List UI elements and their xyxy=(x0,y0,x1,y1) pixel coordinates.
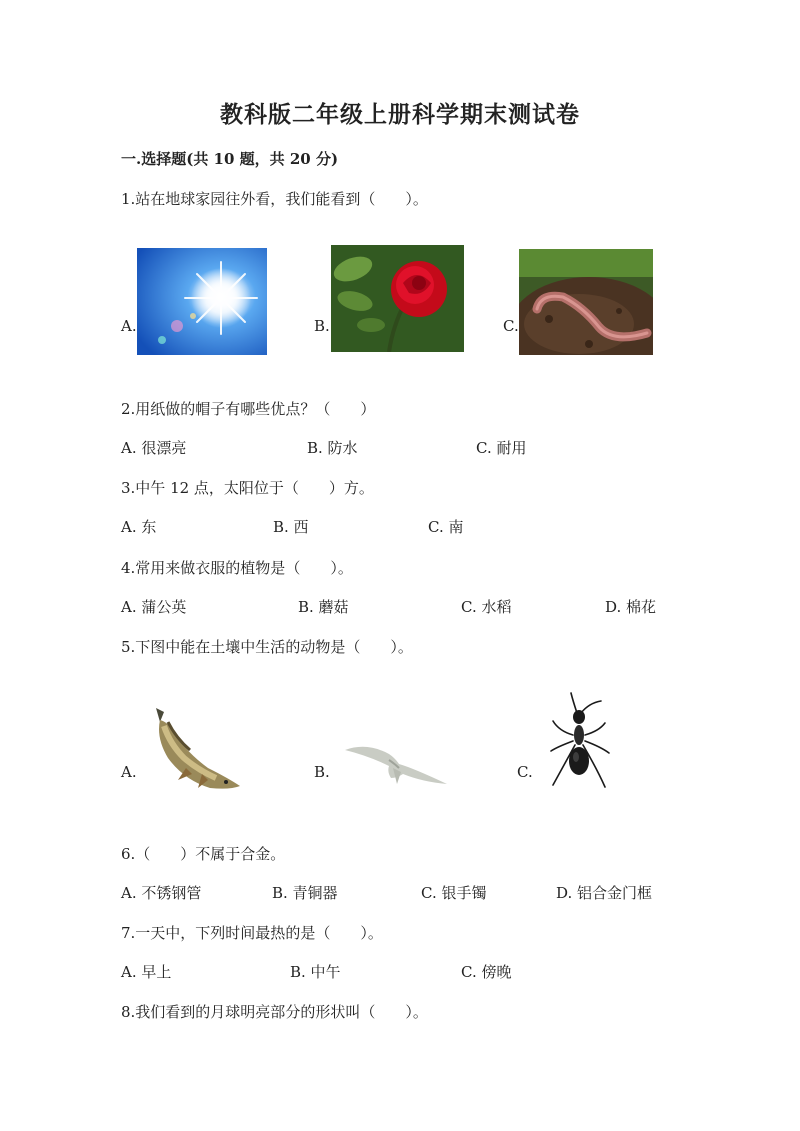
q4-option-b[interactable]: B. 蘑菇 xyxy=(298,598,349,616)
q2-option-b[interactable]: B. 防水 xyxy=(307,439,358,457)
q3-option-a[interactable]: A. 东 xyxy=(121,518,157,536)
option-label: C. xyxy=(503,317,519,335)
sun-image xyxy=(137,248,267,355)
option-label: A. xyxy=(121,763,137,781)
option-label: A. xyxy=(121,317,137,335)
question-7: 7.一天中，下列时间最热的是（ ）。 xyxy=(121,924,383,942)
q4-option-a[interactable]: A. 蒲公英 xyxy=(121,598,187,616)
ant-image xyxy=(543,691,615,801)
q6-option-b[interactable]: B. 青铜器 xyxy=(272,884,338,902)
page-title: 教科版二年级上册科学期末测试卷 xyxy=(220,101,580,128)
q3-option-c[interactable]: C. 南 xyxy=(428,518,464,536)
q7-option-c[interactable]: C. 傍晚 xyxy=(461,963,512,981)
question-3: 3.中午 12 点，太阳位于（ ）方。 xyxy=(121,479,374,497)
q3-option-b[interactable]: B. 西 xyxy=(273,518,309,536)
question-1: 1.站在地球家园往外看，我们能看到（ ）。 xyxy=(121,190,428,208)
question-6: 6.（ ）不属于合金。 xyxy=(121,845,286,863)
question-4: 4.常用来做衣服的植物是（ ）。 xyxy=(121,559,353,577)
bird-image xyxy=(343,738,451,790)
q7-option-a[interactable]: A. 早上 xyxy=(121,963,172,981)
question-2: 2.用纸做的帽子有哪些优点？（ ） xyxy=(121,400,376,418)
q4-option-c[interactable]: C. 水稻 xyxy=(461,598,512,616)
q6-option-c[interactable]: C. 银手镯 xyxy=(421,884,487,902)
question-5: 5.下图中能在土壤中生活的动物是（ ）。 xyxy=(121,638,413,656)
section-heading: 一.选择题(共 10 题，共 20 分) xyxy=(121,150,339,168)
q2-option-c[interactable]: C. 耐用 xyxy=(476,439,527,457)
q4-option-d[interactable]: D. 棉花 xyxy=(605,598,657,616)
q6-option-d[interactable]: D. 铝合金门框 xyxy=(556,884,653,902)
question-8: 8.我们看到的月球明亮部分的形状叫（ ）。 xyxy=(121,1003,428,1021)
fish-image xyxy=(146,708,242,794)
rose-image xyxy=(331,245,464,352)
option-label: B. xyxy=(314,763,330,781)
q6-option-a[interactable]: A. 不锈钢管 xyxy=(121,884,202,902)
option-label: C. xyxy=(517,763,533,781)
option-label: B. xyxy=(314,317,330,335)
q7-option-b[interactable]: B. 中午 xyxy=(290,963,341,981)
earthworm-image xyxy=(519,249,653,355)
q2-option-a[interactable]: A. 很漂亮 xyxy=(121,439,187,457)
